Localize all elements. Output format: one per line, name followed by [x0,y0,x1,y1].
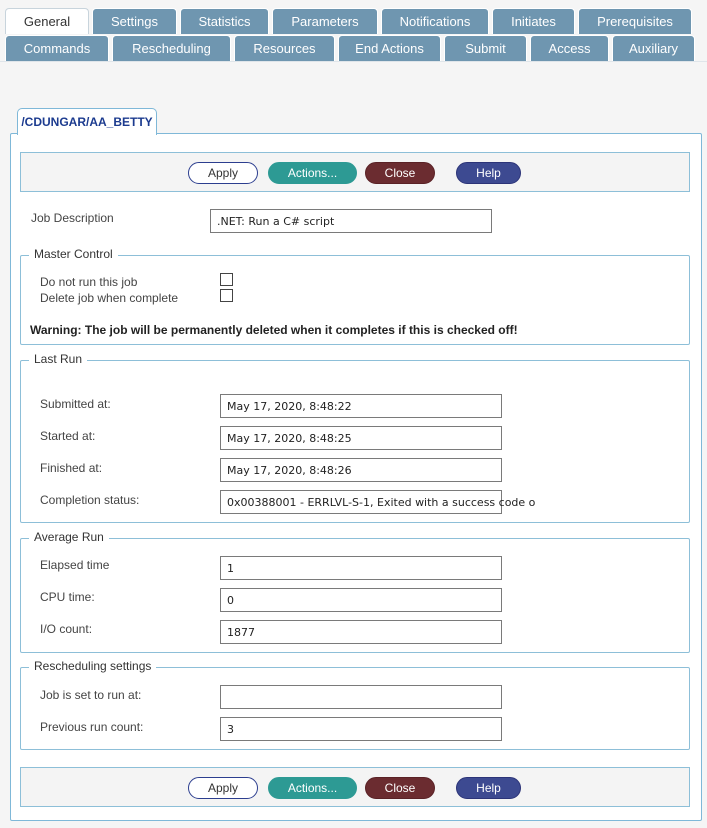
apply-button[interactable]: Apply [188,162,258,184]
close-button[interactable]: Close [365,777,435,799]
tab-parameters[interactable]: Parameters [272,8,378,34]
run-at-label: Job is set to run at: [40,688,142,702]
master-control-section [20,247,690,345]
tab-statistics[interactable]: Statistics [180,8,269,34]
tab-submit[interactable]: Submit [444,35,527,61]
actions-button[interactable]: Actions... [268,162,357,184]
tab-resources[interactable]: Resources [234,35,335,61]
tabbar-divider [0,61,707,62]
tab-initiates[interactable]: Initiates [492,8,575,34]
delete-when-complete-checkbox[interactable] [220,289,233,302]
master-control-legend: Master Control [29,247,118,261]
tab-rescheduling[interactable]: Rescheduling [112,35,231,61]
submitted-at-label: Submitted at: [40,397,111,411]
cpu-time-field[interactable]: 0 [220,588,502,612]
actions-button[interactable]: Actions... [268,777,357,799]
help-button[interactable]: Help [456,777,521,799]
finished-at-field[interactable]: May 17, 2020, 8:48:26 [220,458,502,482]
average-run-legend: Average Run [29,530,109,544]
delete-warning-text: Warning: The job will be permanently deleted when it completes if this is checked off! [30,323,518,337]
close-button[interactable]: Close [365,162,435,184]
job-tab[interactable] [17,108,157,135]
last-run-section [20,352,690,523]
elapsed-time-label: Elapsed time [40,558,110,572]
apply-button[interactable]: Apply [188,777,258,799]
completion-status-label: Completion status: [40,493,140,507]
tab-end-actions[interactable]: End Actions [338,35,441,61]
delete-when-complete-label: Delete job when complete [40,291,179,305]
rescheduling-legend: Rescheduling settings [29,659,156,673]
tab-access[interactable]: Access [530,35,609,61]
job-description-field[interactable]: .NET: Run a C# script [210,209,492,233]
average-run-section [20,530,690,653]
tab-general[interactable]: General [5,8,89,34]
job-description-label: Job Description [31,211,114,225]
tab-auxiliary[interactable]: Auxiliary [612,35,695,61]
rescheduling-section [20,659,690,750]
button-bar-top [20,152,690,192]
finished-at-label: Finished at: [40,461,103,475]
submitted-at-field[interactable]: May 17, 2020, 8:48:22 [220,394,502,418]
tab-commands[interactable]: Commands [5,35,109,61]
tab-notifications[interactable]: Notifications [381,8,489,34]
previous-run-count-field[interactable]: 3 [220,717,502,741]
started-at-label: Started at: [40,429,96,443]
help-button[interactable]: Help [456,162,521,184]
previous-run-count-label: Previous run count: [40,720,144,734]
completion-status-field[interactable]: 0x00388001 - ERRLVL-S-1, Exited with a success code o [220,490,502,514]
job-name: /CDUNGAR/AA_BETTY [21,115,153,129]
io-count-field[interactable]: 1877 [220,620,502,644]
io-count-label: I/O count: [40,622,93,636]
elapsed-time-field[interactable]: 1 [220,556,502,580]
last-run-legend: Last Run [29,352,87,366]
started-at-field[interactable]: May 17, 2020, 8:48:25 [220,426,502,450]
do-not-run-checkbox[interactable] [220,273,233,286]
button-bar-bottom [20,767,690,807]
do-not-run-label: Do not run this job [40,275,138,289]
cpu-time-label: CPU time: [40,590,95,604]
tab-settings[interactable]: Settings [92,8,177,34]
tab-prerequisites[interactable]: Prerequisites [578,8,692,34]
run-at-field[interactable] [220,685,502,709]
